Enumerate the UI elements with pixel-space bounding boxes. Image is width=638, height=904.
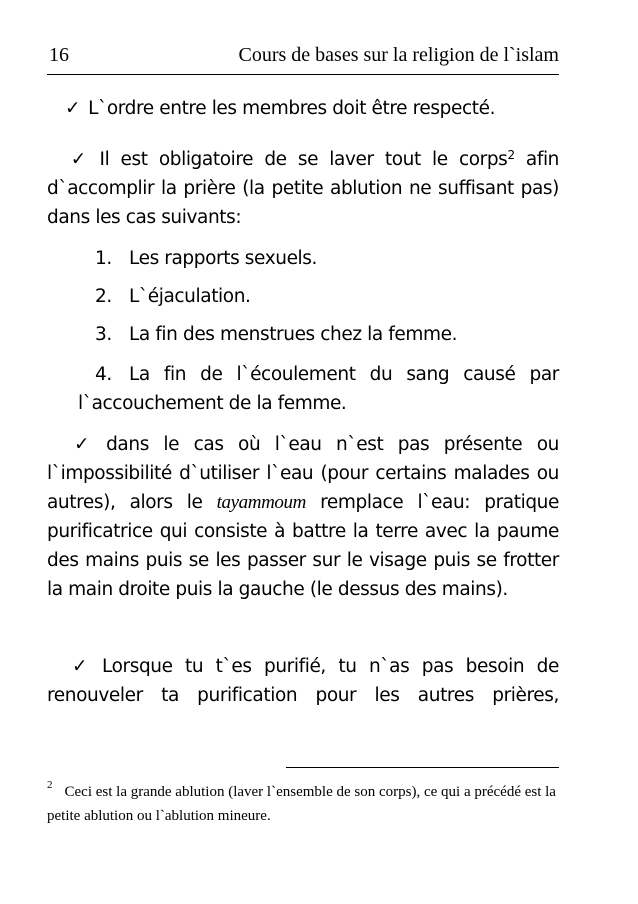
- list-text-line2: l`accouchement de la femme.: [78, 393, 347, 414]
- footnote: [47, 780, 559, 828]
- bullet-item-renew: [47, 652, 559, 710]
- list-text: L`éjaculation.: [129, 286, 251, 307]
- list-number: 4.: [95, 364, 112, 385]
- list-text-line1: La fin de l`écoulement du sang causé par: [129, 364, 559, 385]
- footnote-reference: 2: [507, 148, 515, 162]
- list-item-4-continued: [78, 389, 346, 418]
- bullet-item-tayammoum: [47, 430, 559, 604]
- checkmark-icon: ✓: [65, 434, 99, 455]
- checkmark-icon: ✓: [65, 98, 81, 119]
- list-number: 1.: [95, 248, 112, 269]
- list-item-2: [95, 282, 251, 311]
- footnote-text: Ceci est la grande ablution (laver l`ensemble de son corps), ce qui a précédé est la petite ablution ou l`ablution mineure.: [47, 784, 556, 824]
- bullet-text-rest: afin d`accomplir la prière (la petite ablution ne suffisant pas) dans les cas suivants:: [47, 149, 560, 228]
- bullet-text: Lorsque tu t`es purifié, tu n`as pas besoin de renouveler ta purification pour les autres prières,: [47, 656, 559, 706]
- running-header: [47, 38, 559, 75]
- bullet-item-order: [47, 94, 559, 123]
- footnote-mark: 2: [47, 779, 53, 791]
- list-number: 2.: [95, 286, 112, 307]
- running-title: Cours de bases sur la religion de l`islam: [238, 44, 559, 66]
- list-text: Les rapports sexuels.: [129, 248, 318, 269]
- page-number: 16: [49, 44, 69, 66]
- bullet-text-line1: Il est obligatoire de se laver tout le corps: [99, 149, 508, 170]
- term-tayammoum: tayammoum: [216, 492, 306, 513]
- bullet-text: L`ordre entre les membres doit être respecté.: [88, 98, 496, 119]
- list-item-1: [95, 244, 317, 273]
- list-number: 3.: [95, 324, 112, 345]
- bullet-text-before: dans le cas où l`eau n`est pas présente ou l`impossibilité d`utiliser l`eau (pour certains malades ou autres), alors le: [47, 434, 559, 513]
- checkmark-icon: ✓: [65, 149, 92, 170]
- list-item-4: [95, 360, 559, 389]
- footnote-separator: [286, 767, 559, 768]
- list-text: La fin des menstrues chez la femme.: [129, 324, 458, 345]
- checkmark-icon: ✓: [65, 656, 94, 677]
- bullet-text-after: remplace l`eau: pratique purificatrice qui consiste à battre la terre avec la paume des mains puis se les passer sur le visage puis se frotter la main droite puis la gauche (le dessus des mains).: [47, 492, 559, 600]
- list-item-3: [95, 320, 457, 349]
- bullet-item-full-wash: [47, 145, 559, 232]
